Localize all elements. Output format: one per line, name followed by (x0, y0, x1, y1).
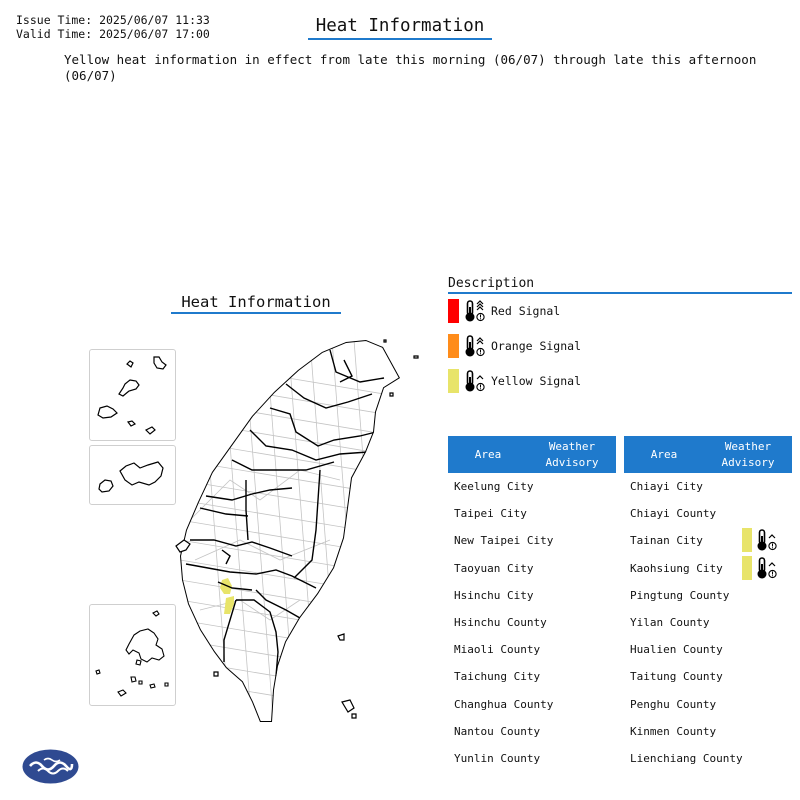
area-name: Yilan County (630, 616, 710, 630)
legend-swatch-red (448, 299, 459, 323)
thermometer-double-arrow-icon (463, 334, 487, 358)
table-row (448, 663, 616, 690)
table-row (624, 718, 792, 745)
legend-swatch-yellow (448, 369, 459, 393)
advisory-column-header: Weather Advisory (545, 439, 599, 469)
table-row (624, 582, 792, 609)
table-row (624, 663, 792, 690)
inset-penghu (89, 604, 176, 706)
legend-item-orange (448, 334, 581, 358)
area-name: Chiayi City (630, 480, 703, 494)
legend-swatch-orange (448, 334, 459, 358)
cwa-logo-icon (22, 749, 79, 784)
area-table-left (448, 436, 616, 772)
advisory-column-header: Weather Advisory (721, 439, 775, 469)
area-name: Kaohsiung City (630, 561, 723, 575)
table-row (448, 636, 616, 663)
area-table-right (624, 436, 792, 772)
summary-text: Yellow heat information in effect from late this morning (06/07) through late this afternoon (06/07) (64, 52, 757, 83)
issue-time: Issue Time: 2025/06/07 11:33 (16, 13, 210, 27)
valid-time: Valid Time: 2025/06/07 17:00 (16, 27, 210, 41)
table-header (448, 436, 616, 473)
table-row (624, 473, 792, 500)
legend-label-orange: Orange Signal (491, 339, 582, 353)
thermometer-triple-arrow-icon (463, 299, 487, 323)
area-name: Miaoli County (454, 643, 541, 657)
area-name: Kinmen County (630, 724, 717, 738)
legend-title: Description (448, 276, 792, 294)
area-name: Changhua County (454, 697, 554, 711)
taiwan-map (170, 335, 430, 735)
table-row (624, 500, 792, 527)
area-name: Taitung County (630, 670, 723, 684)
table-row (624, 691, 792, 718)
table-row (624, 527, 792, 554)
inset-kinmen-map (90, 446, 175, 504)
inset-penghu-map (90, 605, 175, 705)
advisory-indicator (742, 556, 779, 580)
area-name: Lienchiang County (630, 751, 743, 765)
legend-item-red (448, 299, 560, 323)
area-name: Keelung City (454, 480, 534, 494)
thermometer-single-arrow-icon (755, 528, 779, 552)
advisory-indicator (742, 528, 779, 552)
table-row (448, 500, 616, 527)
thermometer-single-arrow-icon (755, 556, 779, 580)
table-header (624, 436, 792, 473)
area-rows-right (624, 473, 792, 772)
area-name: Pingtung County (630, 588, 730, 602)
table-row (624, 636, 792, 663)
area-name: Hualien County (630, 643, 723, 657)
area-rows-left (448, 473, 616, 772)
area-name: Taichung City (454, 670, 541, 684)
table-row (448, 745, 616, 772)
area-name: Tainan City (630, 534, 703, 548)
area-name: Chiayi County (630, 507, 717, 521)
table-row (448, 527, 616, 554)
area-name: Taoyuan City (454, 561, 534, 575)
inset-lienchiang-map (90, 350, 175, 440)
inset-lienchiang (89, 349, 176, 441)
yellow-signal-swatch (742, 556, 752, 580)
area-name: New Taipei City (454, 534, 554, 548)
table-row (448, 718, 616, 745)
legend-label-yellow: Yellow Signal (491, 374, 582, 388)
table-row (624, 555, 792, 582)
area-name: Taipei City (454, 507, 527, 521)
issue-meta (16, 13, 210, 41)
map-title: Heat Information (171, 293, 341, 314)
inset-kinmen (89, 445, 176, 505)
table-row (624, 609, 792, 636)
table-row (448, 555, 616, 582)
area-column-header: Area (474, 448, 502, 461)
table-row (448, 609, 616, 636)
table-row (448, 691, 616, 718)
yellow-signal-swatch (742, 528, 752, 552)
table-row (624, 745, 792, 772)
area-name: Nantou County (454, 724, 541, 738)
legend-item-yellow (448, 369, 581, 393)
area-name: Hsinchu City (454, 588, 534, 602)
area-name: Hsinchu County (454, 616, 547, 630)
table-row (448, 473, 616, 500)
area-name: Penghu County (630, 697, 717, 711)
table-row (448, 582, 616, 609)
area-column-header: Area (650, 448, 678, 461)
page-title: Heat Information (308, 16, 492, 40)
legend-label-red: Red Signal (491, 304, 561, 318)
thermometer-single-arrow-icon (463, 369, 487, 393)
area-name: Yunlin County (454, 751, 541, 765)
